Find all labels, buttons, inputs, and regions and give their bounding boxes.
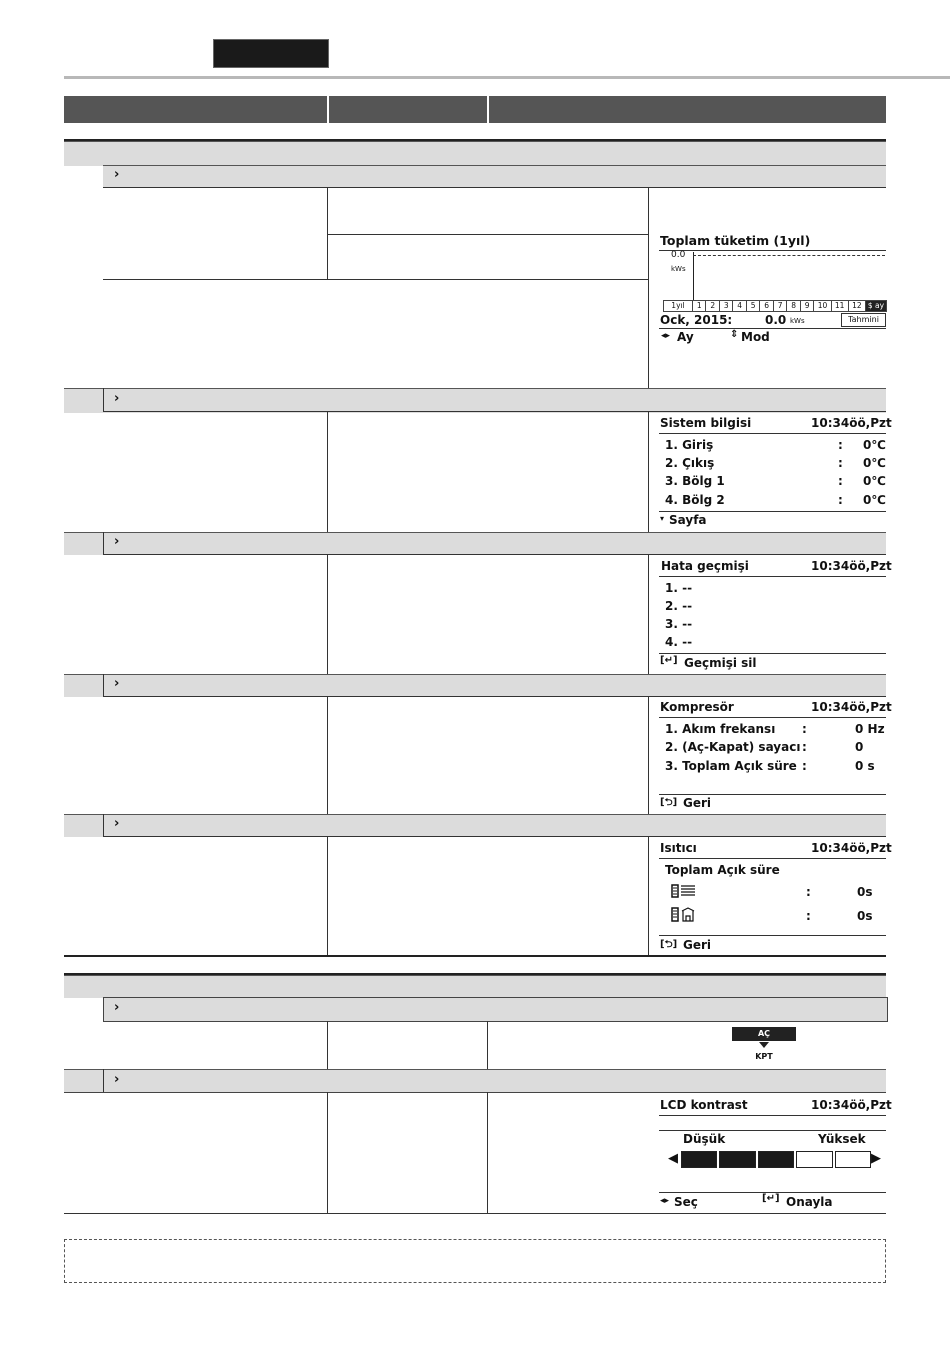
heater-1-icon [671,884,697,898]
energy-value: 0.0 [765,313,787,327]
subsection-bar [64,674,886,697]
divider [327,555,328,674]
divider [327,837,328,955]
note-box [64,1239,886,1283]
compressor-row-label: 2. (Aç-Kapat) sayacı [665,740,801,754]
enter-key-icon: [↵] [660,655,678,666]
compressor-row-sep: : [802,722,807,736]
compressor-row-sep: : [802,759,807,773]
system-title: Sistem bilgisi [660,416,752,430]
errors-title: Hata geçmişi [661,559,749,573]
on-toggle[interactable]: AÇ [732,1027,796,1041]
system-row-sep: : [838,493,843,507]
section-bar [64,975,886,998]
divider [327,697,328,814]
energy-value-unit: kWs [790,317,805,325]
heater-title: Isıtıcı [660,841,697,855]
compressor-row-label: 1. Akım frekansı [665,722,776,736]
month-label[interactable]: 6 [760,301,773,311]
system-time: 10:34öö,Pzt [811,416,892,430]
divider [103,814,104,836]
divider [659,717,886,718]
divider [659,653,886,654]
energy-date-label: Ock, 2015: [660,313,733,327]
heater-row-value: 0s [857,909,873,923]
back-icon: [⮌] [660,797,678,808]
divider [103,1069,104,1092]
month-label[interactable]: 1yıl [664,301,693,311]
error-history-screen [655,556,892,674]
month-label[interactable]: 5 [747,301,760,311]
month-label[interactable]: 10 [814,301,831,311]
heater-time: 10:34öö,Pzt [811,841,892,855]
system-info-screen [655,413,892,531]
month-label[interactable]: 11 [832,301,849,311]
section-bar [64,141,886,166]
divider [103,674,104,696]
contrast-segment-filled [758,1151,794,1168]
back-icon: [⮌] [660,939,678,950]
chevron-right-icon: › [114,167,120,182]
system-row-label: 4. Bölg 2 [665,493,725,507]
system-row-sep: : [838,474,843,488]
left-triangle-icon[interactable]: ◀ [668,1151,678,1166]
energy-y-axis [693,252,694,300]
month-label[interactable]: 4 [733,301,746,311]
contrast-segment-filled [681,1151,717,1168]
error-row: 3. -- [665,617,693,631]
header-divider [487,96,489,123]
divider [659,1130,886,1131]
chevron-right-icon: › [114,1000,120,1015]
compressor-title: Kompresör [660,700,734,714]
contrast-segment-empty [796,1151,832,1168]
contrast-segment-empty [835,1151,871,1168]
system-row-label: 1. Giriş [665,438,714,452]
divider [103,279,648,280]
month-label[interactable]: 1 [693,301,706,311]
month-label[interactable]: 2 [706,301,719,311]
divider [103,554,886,555]
error-row: 4. -- [665,635,693,649]
heater-screen [655,838,892,955]
heater-footer: Geri [683,938,712,952]
divider [103,187,886,188]
month-label[interactable]: 3 [720,301,733,311]
header-rule [64,76,950,79]
right-triangle-icon[interactable]: ▶ [871,1151,881,1166]
system-row-sep: : [838,456,843,470]
divider [659,511,886,512]
contrast-segment-filled [719,1151,755,1168]
nav-mode-label: Mod [741,330,770,344]
divider [103,836,886,837]
errors-footer: Geçmişi sil [684,656,757,670]
contrast-time: 10:34öö,Pzt [811,1098,892,1112]
lcd-contrast-screen [655,1096,892,1213]
divider [659,328,886,329]
divider [648,555,649,674]
divider [327,187,328,279]
section-end-rule [64,955,886,957]
estimate-button[interactable]: Tahmini [841,313,886,327]
heater-row-sep: : [806,885,811,899]
month-label[interactable]: 7 [774,301,787,311]
system-row-label: 2. Çıkış [665,456,715,470]
contrast-level-bar[interactable] [681,1151,871,1168]
chevron-right-icon: › [114,676,120,691]
subsection-bar [64,388,886,413]
divider [659,794,886,795]
month-label[interactable]: 8 [787,301,800,311]
energy-zero-line [693,255,885,256]
month-label[interactable]: 9 [801,301,814,311]
subsection-bar [64,1069,886,1093]
divider [487,1092,488,1213]
divider [659,1115,886,1116]
contrast-high-label: Yüksek [818,1132,866,1146]
divider [487,1021,488,1069]
system-row-value: 0℃ [863,438,886,452]
divider [648,412,649,532]
divider [327,1021,328,1069]
system-row-value: 0℃ [863,474,886,488]
heater-row-sep: : [806,909,811,923]
subsection-bar [64,532,886,555]
divider [659,250,886,251]
down-triangle-icon [759,1042,769,1048]
divider [659,433,886,434]
heater-row-value: 0s [857,885,873,899]
heater-2-icon [671,907,697,923]
energy-y-value: 0.0 [671,250,686,260]
off-label: KPT [755,1052,773,1061]
chevron-right-icon: › [114,534,120,549]
subsection-bar [103,997,888,1022]
divider [103,411,886,412]
compressor-row-value: 0 Hz [855,722,885,736]
system-row-sep: : [838,438,843,452]
compressor-screen [655,698,892,814]
compressor-row-sep: : [802,740,807,754]
subsection-bar [64,814,886,837]
header-divider [327,96,329,123]
divider [103,532,104,554]
table-header [64,96,886,123]
down-arrow-icon: ▾ [660,514,665,523]
compressor-row-value: 0 s [855,759,875,773]
divider [103,696,886,697]
divider [648,697,649,814]
chevron-right-icon: › [114,816,120,831]
compressor-row-label: 3. Toplam Açık süre [665,759,797,773]
month-label-selected[interactable]: $ ay [867,301,885,310]
enter-key-icon: [↵] [762,1193,780,1204]
subsection-bar [103,165,886,188]
divider [327,1092,328,1213]
compressor-time: 10:34öö,Pzt [811,700,892,714]
divider [103,388,104,412]
energy-screen [655,230,886,355]
table-bottom-rule [64,1213,886,1214]
divider [659,935,886,936]
contrast-select-label: Seç [674,1195,698,1209]
chevron-right-icon: › [114,391,120,406]
divider [659,858,886,859]
energy-month-axis [663,300,887,312]
contrast-confirm-label: Onayla [786,1195,833,1209]
energy-y-unit: kWs [671,265,686,273]
left-right-arrows-icon: ◂▸ [661,331,671,341]
compressor-footer: Geri [683,796,712,810]
errors-time: 10:34öö,Pzt [811,559,892,573]
contrast-title: LCD kontrast [660,1098,748,1112]
divider [327,412,328,532]
header-tab [213,39,329,68]
system-row-value: 0℃ [863,493,886,507]
month-label[interactable]: 12 [849,301,866,311]
divider [327,234,648,235]
energy-title: Toplam tüketim (1yıl) [660,233,811,248]
divider [648,187,649,388]
system-row-value: 0℃ [863,456,886,470]
up-down-arrows-icon: ⇕ [730,329,739,340]
system-row-label: 3. Bölg 1 [665,474,725,488]
chevron-right-icon: › [114,1072,120,1087]
nav-month-label: Ay [677,330,694,344]
system-footer: Sayfa [669,513,707,527]
divider [648,837,649,955]
error-row: 1. -- [665,581,693,595]
error-row: 2. -- [665,599,693,613]
left-right-arrows-icon: ◂▸ [660,1196,670,1206]
heater-subtitle: Toplam Açık süre [665,863,780,877]
divider [659,576,886,577]
contrast-low-label: Düşük [683,1132,726,1146]
compressor-row-value: 0 [855,740,864,754]
